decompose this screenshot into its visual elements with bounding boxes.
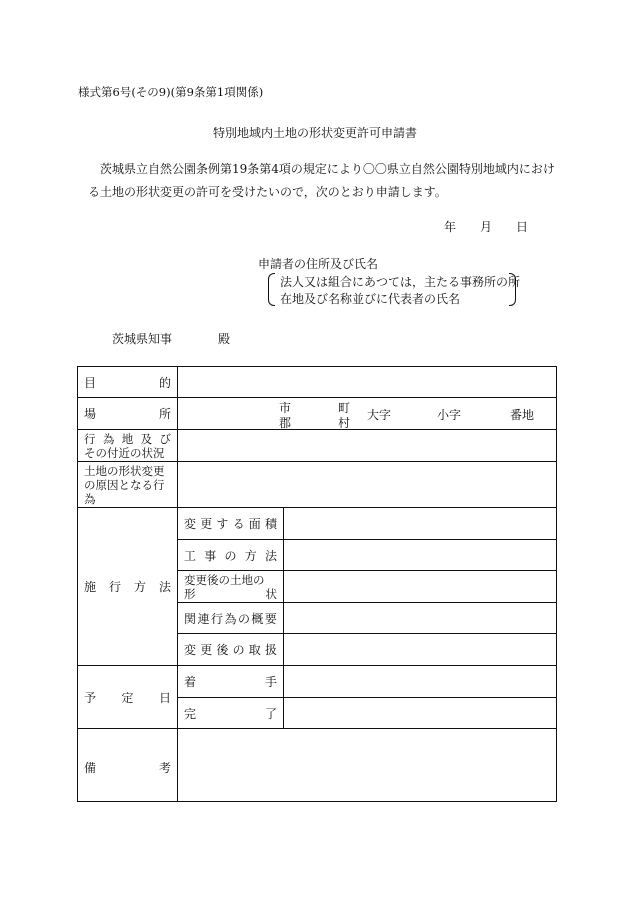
method-construction-field[interactable] — [284, 540, 557, 571]
place-mura: 村 — [338, 416, 351, 430]
site-condition-field[interactable] — [178, 430, 557, 462]
remarks-label: 備 考 — [78, 729, 178, 802]
place-machi: 町 — [338, 401, 351, 415]
method-construction-label: 工 事 の 方 法 — [178, 540, 284, 571]
honorific: 殿 — [218, 332, 231, 346]
purpose-label: 目 的 — [78, 367, 178, 398]
row-place — [78, 398, 557, 430]
document-title: 特別地域内土地の形状変更許可申請書 — [212, 126, 417, 140]
left-bracket — [268, 273, 275, 306]
cause-label: 土地の形状変更 の原因となる行 為 — [78, 462, 178, 508]
row-purpose — [78, 367, 557, 398]
date-day: 日 — [516, 220, 529, 234]
place-koaza: 小字 — [437, 408, 462, 422]
application-table — [77, 366, 557, 802]
method-handling-label: 変 更 後 の 取 扱 — [178, 634, 284, 666]
method-handling-field[interactable] — [284, 634, 557, 666]
remarks-field[interactable] — [178, 729, 557, 802]
place-field[interactable] — [178, 398, 557, 430]
method-related-field[interactable] — [284, 603, 557, 634]
schedule-complete-field[interactable] — [284, 698, 557, 729]
site-condition-label: 行 為 地 及 び その付近の状況 — [78, 430, 178, 462]
place-shi: 市 — [279, 401, 292, 415]
purpose-field[interactable] — [178, 367, 557, 398]
intro-line-2: る土地の形状変更の許可を受けたいので，次のとおり申請します。 — [88, 185, 447, 199]
row-schedule-start — [78, 666, 557, 698]
place-label: 場 所 — [78, 398, 178, 430]
schedule-label: 予 定 日 — [78, 666, 178, 729]
place-gun: 郡 — [279, 416, 292, 430]
form-id: 様式第6号(その9)(第9条第1項関係) — [78, 85, 264, 99]
intro-paragraph — [88, 158, 558, 204]
site-condition-label-2: その付近の状況 — [84, 445, 165, 460]
schedule-start-label: 着 手 — [178, 666, 284, 698]
cause-field[interactable] — [178, 462, 557, 508]
place-oaza: 大字 — [367, 408, 392, 422]
applicant-note — [268, 271, 521, 306]
schedule-start-field[interactable] — [284, 666, 557, 698]
method-area-label: 変 更 す る 面 積 — [178, 508, 284, 540]
date-year: 年 — [444, 220, 457, 234]
applicant-note-line-1: 法人又は組合にあつては，主たる事務所の所 — [280, 275, 521, 289]
method-label: 施 行 方 法 — [78, 508, 178, 666]
row-site-condition — [78, 430, 557, 462]
applicant-label: 申請者の住所及び氏名 — [258, 257, 379, 271]
method-area-field[interactable] — [284, 508, 557, 540]
date-month: 月 — [480, 220, 493, 234]
addressee: 茨城県知事 — [112, 332, 173, 346]
applicant-note-line-2: 在地及び名称並びに代表者の氏名 — [280, 292, 461, 306]
row-cause — [78, 462, 557, 508]
intro-line-1: 茨城県立自然公園条例第19条第4項の規定により〇〇県立自然公園特別地域内におけ — [100, 162, 555, 176]
method-shape-field[interactable] — [284, 571, 557, 603]
row-method-area — [78, 508, 557, 540]
schedule-complete-label: 完 了 — [178, 698, 284, 729]
place-banchi: 番地 — [510, 408, 535, 422]
method-related-label: 関 連 行 為 の 概 要 — [178, 603, 284, 634]
row-remarks — [78, 729, 557, 802]
method-shape-label: 変更後の土地の 形 状 — [178, 571, 284, 603]
